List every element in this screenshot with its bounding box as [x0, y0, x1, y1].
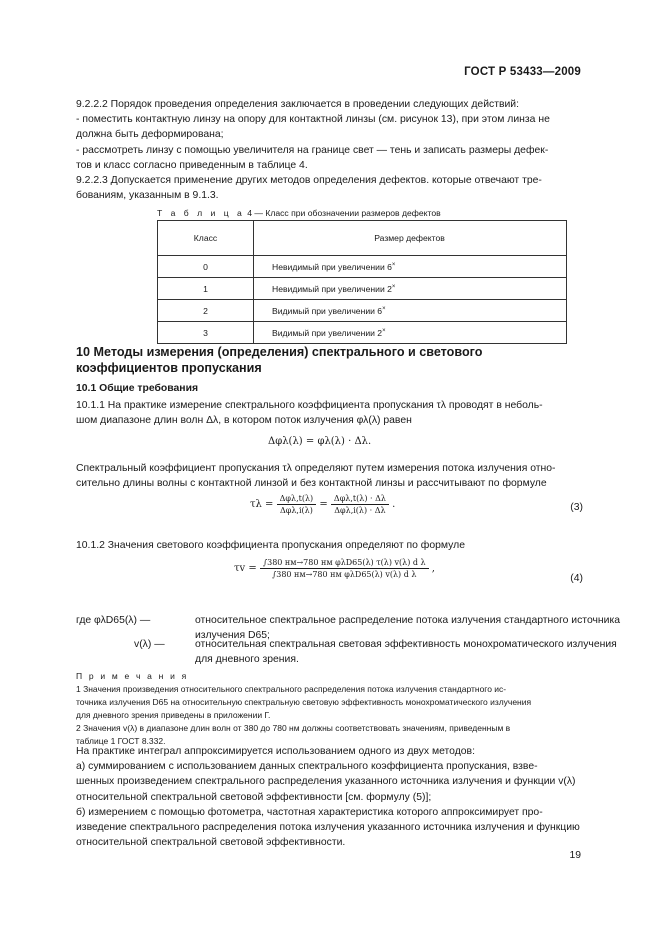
eq4-lhs: τv = [234, 563, 257, 574]
section-title-line: коэффициентов пропускания [76, 361, 262, 375]
cell-size [254, 256, 567, 278]
eq4-numerator: ∫380 нм→780 нм φλD65(λ) τ(λ) v(λ) d λ [260, 558, 429, 569]
cell-size [254, 278, 567, 300]
paragraph-spectral [76, 461, 584, 491]
note-line: таблице 1 ГОСТ 8.332. [76, 736, 166, 746]
paragraph-line: 10.1.2 Значения светового коэффициента пропускания определяют по формуле [76, 540, 465, 551]
paragraph-line: б) измерением с помощью фотометра, частотная характеристика которого аппроксимирует про- [76, 806, 543, 818]
table-row [158, 322, 567, 344]
definition-line: относительное спектральное распределение потока излучения стандартного источника [195, 615, 620, 626]
definition-line: относительная спектральная световая эффективность монохроматического излучения [195, 639, 617, 650]
paragraph-10-1-2 [76, 538, 584, 553]
eq3-denominator-1: Δφλ,i(λ) [279, 506, 313, 515]
paragraph-line: относительной спектральной световой эффективности. [76, 837, 346, 849]
definition-description [195, 637, 617, 667]
paragraph-line: шом диапазоне длин волн Δλ, в котором поток излучения φλ(λ) равен [76, 415, 412, 427]
table-header-row [158, 221, 567, 256]
section-title [76, 344, 596, 376]
eq3-lhs: τλ = [250, 499, 274, 510]
defect-class-table [157, 220, 567, 344]
eq3-denominator-2: Δφλ,i(λ) · Δλ [334, 506, 386, 515]
definition-term: v(λ) — [134, 639, 165, 650]
eq3-fraction-2 [331, 494, 389, 515]
subsection-title: 10.1 Общие требования [76, 383, 199, 394]
paragraph-line: относительной спектральной световой эффективности [см. формулу (5)]; [76, 791, 432, 803]
standard-code-header: ГОСТ Р 53433—2009 [464, 66, 581, 78]
size-text: Видимый при увеличении 2 [272, 327, 383, 338]
magnification-mark: × [391, 283, 396, 290]
cell-size [254, 322, 567, 344]
paragraph-line: сительно длины волны с контактной линзой и без контактной линзы и рассчитывают по формуле [76, 478, 547, 490]
procedure-line: - поместить контактную линзу на опору для контактной линзы (см. рисунок 13), при этом линза не [76, 114, 550, 126]
procedure-line: тов и класс согласно приведенным в таблице 4. [76, 159, 308, 171]
notes-block [76, 670, 584, 748]
header-defect-size: Размер дефектов [254, 221, 567, 256]
header-class: Класс [158, 221, 254, 256]
size-text: Невидимый при увеличении 2 [272, 283, 392, 294]
paragraph-line: шенных произведением спектрального распределения указанного источника излучения и функции v(λ) [76, 776, 576, 788]
eq4-denominator: ∫380 нм→780 нм φλD65(λ) v(λ) d λ [272, 570, 417, 579]
definition-v-lambda [76, 637, 617, 669]
integral-methods [76, 744, 584, 850]
paragraph-line: Спектральный коэффициент пропускания τλ определяют путем измерения потока излучения отно- [76, 463, 556, 474]
notes-label: П р и м е ч а н и я [76, 671, 189, 681]
table-row [158, 256, 567, 278]
eq3-numerator-2: Δφλ,t(λ) · Δλ [331, 494, 389, 505]
definition-term: где φλD65(λ) — [76, 615, 151, 626]
procedure-line: 9.2.2.3 Допускается применение других методов определения дефектов. которые отвечают тре- [76, 175, 542, 187]
table-caption-text: 4 — Класс при обозначении размеров дефектов [247, 208, 441, 218]
note-line: 2 Значения v(λ) в диапазоне длин волн от 380 до 780 нм должны соответствовать значениям, приведенным в [76, 723, 511, 733]
eq4-end: , [431, 563, 435, 574]
page-number: 19 [569, 850, 581, 861]
table-caption-prefix: Т а б л и ц а [157, 208, 245, 218]
magnification-mark: × [391, 261, 396, 268]
procedure-line: бованиям, указанным в 9.1.3. [76, 190, 219, 202]
eq3-fraction-1 [277, 494, 317, 515]
section-title-line: 10 Методы измерения (определения) спектрального и светового [76, 345, 483, 359]
eq3-numerator-1: Δφλ,t(λ) [277, 494, 317, 505]
cell-class: 0 [158, 256, 254, 278]
paragraph-line: а) суммированием с использованием данных спектрального коэффициента пропускания, взве- [76, 761, 538, 773]
cell-class: 3 [158, 322, 254, 344]
note-line: для дневного зрения приведены в приложении Г. [76, 710, 271, 720]
cell-size [254, 300, 567, 322]
formula-delta-phi: Δφλ(λ) = φλ(λ) · Δλ. [268, 436, 372, 447]
eq3-end: . [392, 499, 396, 510]
table-row [158, 278, 567, 300]
paragraph-line: 10.1.1 На практике измерение спектрального коэффициента пропускания τλ проводят в неболь- [76, 400, 543, 411]
cell-class: 2 [158, 300, 254, 322]
procedure-line: должна быть деформирована; [76, 129, 224, 141]
procedure-line: 9.2.2.2 Порядок проведения определения заключается в проведении следующих действий: [76, 99, 519, 110]
formula-4 [234, 558, 435, 579]
paragraph-line: На практике интеграл аппроксимируется использованием одного из двух методов: [76, 746, 475, 757]
size-text: Невидимый при увеличении 6 [272, 261, 392, 272]
table-caption [157, 208, 441, 218]
equation-number-4: (4) [570, 573, 583, 584]
paragraph-line: изведение спектрального распределения потока излучения указанного источника излучения и функцию [76, 822, 580, 834]
cell-class: 1 [158, 278, 254, 300]
definition-line: излучения D65; [195, 630, 270, 641]
eq4-fraction [260, 558, 429, 579]
magnification-mark: × [382, 305, 386, 312]
paragraph-10-1-1 [76, 398, 584, 428]
magnification-mark: × [382, 327, 386, 334]
note-line: 1 Значения произведения относительного спектрального распределения потока излучения стандартного ис- [76, 684, 507, 694]
note-line: точника излучения D65 на относительную спектральную световую эффективность монохроматического излучения [76, 697, 532, 707]
procedure-line: - рассмотреть линзу с помощью увеличителя на границе свет — тень и записать размеры дефек- [76, 144, 549, 156]
equation-number-3: (3) [570, 502, 583, 513]
formula-3: τλ = $\frac{\text{Δφλ,t(λ)}}{\text{Δφλ,i(λ)}}$ = $\frac{\text{Δφλ,t(λ) · Δλ}}{\text{Δφλ,i(λ) · Δλ}}$ . [250, 494, 396, 515]
definition-line: для дневного зрения. [195, 654, 299, 665]
table-row [158, 300, 567, 322]
procedure-text [76, 97, 584, 203]
size-text: Видимый при увеличении 6 [272, 305, 383, 316]
